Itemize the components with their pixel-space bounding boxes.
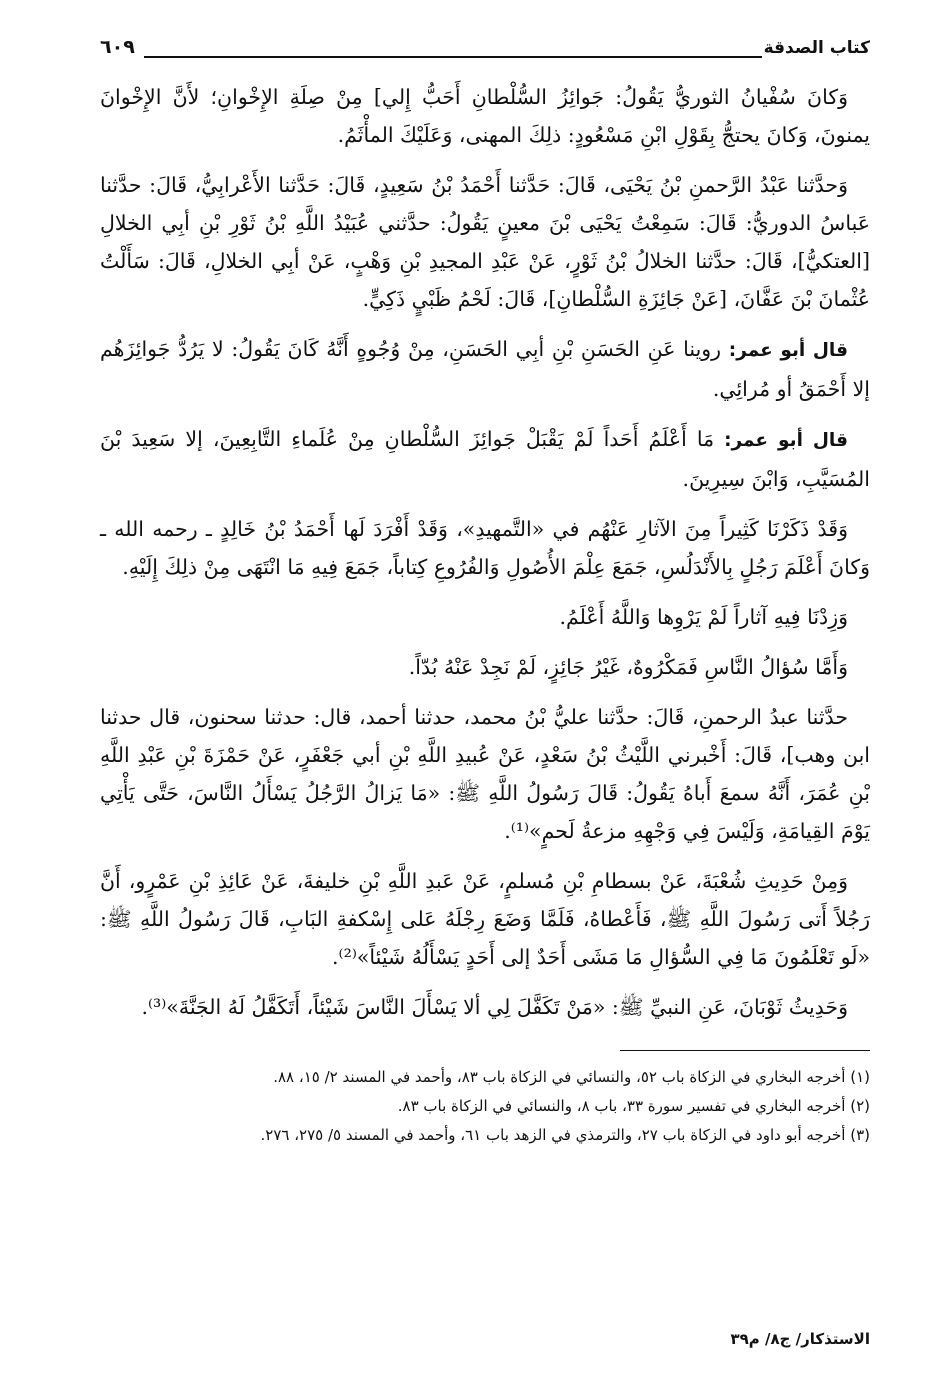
paragraph-5: [100, 510, 870, 586]
paragraph-6: [100, 598, 870, 636]
footnote-separator: [620, 1050, 870, 1051]
paragraph-7: [100, 648, 870, 686]
paragraph-text: روينا عَنِ الحَسَنِ بْنِ أبِي الحَسَنِ، مِنْ وُجُوهٍ أَنَّهُ كَانَ يَقُولُ: لا يَرُدُّ جَوائِزَهُم إلا أَحْمَقُ أو مُرائِي.: [100, 337, 870, 401]
header-rule: [144, 56, 762, 58]
book-title: كتاب الصدقة: [763, 38, 870, 58]
paragraph-lead: قال أبو عمر:: [724, 430, 848, 451]
paragraph-text: وَمِنْ حَدِيثِ شُعْبَةَ، عَنْ بسطامِ بْنِ مُسلمٍ، عَنْ عَبدِ اللَّهِ بْنِ خليفةَ، عَنْ عَائِذِ بْنِ عَمْرٍو، أَنَّ رَجُلاً أَتى رَسُولَ اللَّهِ ﷺ، فَأَعْطاهُ، فَلَمَّا وَضَعَ رِجْلَهُ عَلى إِسْكفةِ البَابِ، قَالَ رَسُولُ اللَّهِ ﷺ: «لَو تَعْلَمُونَ مَا فِي السُّؤالِ مَا مَشَى أَحَدٌ إلى أَحَدٍ يَسْأَلُهُ شَيْئاً»⁽²⁾.: [100, 869, 870, 969]
paragraph-text: وَحَدِيثُ ثَوْبَانَ، عَنِ النبيِّ ﷺ: «مَنْ تَكَفَّلَ لِي ألا يَسْأَلَ النَّاسَ شَيْئاً، أَتَكَفَّلُ لَهُ الجَنَّةَ»⁽³⁾.: [141, 995, 848, 1019]
paragraph-text: حدَّثنا عبدُ الرحمنِ، قَالَ: حدَّثنا عليُّ بْنُ محمد، حدثنا أحمد، قال: حدثنا سحنون، قال حدثنا ابن وهب]، قَالَ: أَخْبرني اللَّيْثُ بْنُ سَعْدٍ، عَنْ عُبيدِ اللَّهِ بْنِ أبي جَعْفَرٍ، عَنْ حَمْزَةَ بْنِ عَبْدِ اللَّهِ بْنِ عُمَرَ، أَنَّهُ سمعَ أَباهُ يَقُولُ: قَالَ رَسُولُ اللَّهِ ﷺ: «مَا يَزالُ الرَّجُلُ يَسْأَلُ النَّاسَ، حَتَّى يَأْتِي يَوْمَ القِيامَةِ، وَلَيْسَ فِي وَجْهِهِ مزعةُ لَحمٍ»⁽¹⁾.: [100, 705, 870, 843]
paragraph-1: [100, 78, 870, 154]
footnote-1: (١) أخرجه البخاري في الزكاة باب ٥٢، والنسائي في الزكاة باب ٨٣، وأحمد في المسند ٢/ ١٥، ٨٨.: [273, 1068, 870, 1086]
footnotes: [100, 1063, 870, 1150]
paragraph-3: [100, 330, 870, 408]
footnote-2: (٢) أخرجه البخاري في تفسير سورة ٣٣، باب ٨، والنسائي في الزكاة باب ٨٣.: [397, 1097, 870, 1115]
paragraph-2: [100, 166, 870, 318]
paragraph-10: [100, 988, 870, 1026]
page: [100, 34, 870, 1150]
paragraph-text: مَا أَعْلَمُ أَحَداً لَمْ يَقْبَلْ جَوائِزَ السُّلْطانِ مِنْ عُلَماءِ التَّابِعِينَ، إلا سَعِيدَ بْنَ المُسَيَّبِ، وَابْنَ سِيرِينَ.: [100, 427, 870, 491]
page-number: ٦٠٩: [100, 36, 135, 58]
signature-text: الاستذكار/ ج٨/ م٣٩: [730, 1330, 870, 1348]
running-header: [100, 34, 870, 64]
signature-mark: [730, 1330, 870, 1348]
main-text: [100, 78, 870, 1026]
footnote-3: (٣) أخرجه أبو داود في الزكاة باب ٢٧، والترمذي في الزهد باب ٦١، وأحمد في المسند ٥/ ٢٧٥، ٢٧٦.: [260, 1126, 870, 1144]
paragraph-text: وَقَدْ ذَكَرْنَا كَثِيراً مِنَ الآثارِ عَنْهُم في «التَّمهيدِ»، وَقَدْ أَفْرَدَ لَها أَحْمَدُ بْنُ خَالِدٍ ـ رحمه الله ـ وَكانَ أَعْلَمَ رَجُلٍ بِالأَنْدَلُسِ، جَمَعَ عِلْمَ الأُصُولِ وَالفُرُوعِ كِتاباً، جَمَعَ فِيهِ مَا انْتَهَى مِنْ ذلِكَ إِلَيْهِ.: [100, 517, 870, 579]
paragraph-text: وَحدَّثنا عَبْدُ الرَّحمنِ بْنُ يَحْيَى، قَالَ: حَدَّثنا أَحْمَدُ بْنُ سَعِيدٍ، قَالَ: حَدَّثنا الأَعْرابِيُّ، قَالَ: حدَّثنا عَباسُ الدوريُّ: قَالَ: سَمِعْتُ يَحْيَى بْنَ معينٍ يَقُولُ: حدَّثني عُبَيْدُ اللَّهِ بْنُ ثَوْرِ بْنِ أبِي الخلالِ [العتكيُّ]، قَالَ: حدَّثنا الخلالُ بْنُ ثَوْرٍ، عَنْ عَبْدِ المجيدِ بْنِ وَهْبٍ، عَنْ أبِي الخلالِ، قَالَ: سَأَلْتُ عُثْمانَ بْنَ عَفَّانَ، [عَنْ جَائِزَةِ السُّلْطانِ]، قَالَ: لَحْمُ ظَبْيٍ ذَكِيٍّ.: [100, 173, 870, 311]
paragraph-text: وَكانَ سُفْيانُ الثوريُّ يَقُولُ: جَوائِزُ السُّلْطانِ أَحَبُّ إِلي] مِنْ صِلَةِ الإِخْوانِ؛ لأَنَّ الإِخْوانَ يمنونَ، وَكانَ يحتجُّ بِقَوْلِ ابْنِ مَسْعُودٍ: ذلِكَ المهنى، وَعَلَيْكَ المأْثَمُ.: [100, 85, 870, 147]
paragraph-text: وَزِدْنَا فِيهِ آثاراً لَمْ يَرْوِها وَاللَّهُ أَعْلَمُ.: [559, 605, 848, 629]
paragraph-lead: قال أبو عمر:: [728, 340, 848, 361]
paragraph-4: [100, 420, 870, 498]
paragraph-text: وَأَمَّا سُؤالُ النَّاسِ فَمَكْرُوهٌ، غَيْرُ جَائِزٍ، لَمْ نَجِدْ عَنْهُ بُدّاً.: [408, 655, 848, 679]
paragraph-8: [100, 698, 870, 850]
paragraph-9: [100, 862, 870, 976]
